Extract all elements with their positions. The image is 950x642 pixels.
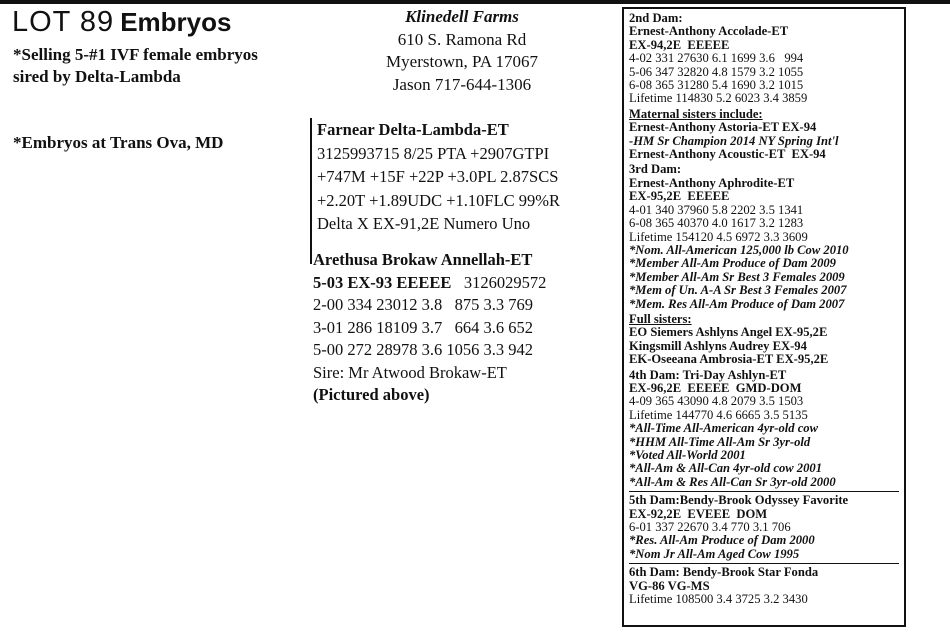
full-sister: Kingsmill Ashlyns Audrey EX-94 (629, 338, 807, 353)
fourth-dam-honor: *HHM All-Time All-Am Sr 3yr-old (629, 434, 811, 449)
selling-line: sired by Delta-Lambda (13, 67, 181, 86)
dam-record: 5-00 272 28978 3.6 1056 3.3 942 (313, 340, 533, 359)
fifth-dam-class: EX-92,2E EVEEE DOM (629, 506, 768, 521)
fourth-dam-honor: *All-Am & All-Can 4yr-old cow 2001 (629, 461, 822, 476)
third-dam-class: EX-95,2E EEEEE (629, 189, 730, 204)
sixth-dam-section (629, 566, 899, 606)
lot-number: LOT 89 (12, 6, 115, 38)
dam-record: 2-00 334 23012 3.8 875 3.3 769 (313, 295, 533, 314)
fourth-dam-record: Lifetime 144770 4.6 6665 3.5 5135 (629, 407, 808, 422)
maternal-sister: Ernest-Anthony Astoria-ET EX-94 (629, 120, 817, 135)
maternal-sisters-header: Maternal sisters include: (629, 106, 763, 121)
fourth-dam-honor: *All-Time All-American 4yr-old cow (629, 421, 819, 436)
second-dam-class: EX-94,2E EEEEE (629, 37, 730, 52)
dam-name: Arethusa Brokaw Annellah-ET (313, 250, 533, 269)
dam-registration: 3126029572 (463, 272, 547, 292)
third-dam-record: 4-01 340 37960 5.8 2202 3.5 1341 (629, 202, 804, 217)
fifth-dam-section (629, 494, 899, 561)
farm-contact: Jason 717-644-1306 (392, 74, 532, 94)
fourth-dam-record: 4-09 365 43090 4.8 2079 3.5 1503 (629, 394, 804, 409)
second-dam-record: Lifetime 114830 5.2 6023 3.4 3859 (629, 91, 808, 106)
dam-record: 3-01 286 18109 3.7 664 3.6 652 (313, 317, 533, 337)
fifth-dam-honor: *Nom Jr All-Am Aged Cow 1995 (629, 546, 800, 561)
sire-info-line: Delta X EX-91,2E Numero Uno (317, 214, 531, 233)
sixth-dam-header: 6th Dam: Bendy-Brook Star Fonda (629, 565, 819, 580)
fourth-dam-section (629, 369, 899, 490)
farm-city: Myerstown, PA 17067 (386, 52, 538, 71)
full-sister: EO Siemers Ashlyns Angel EX-95,2E (629, 325, 828, 340)
dam-classification: 5-03 EX-93 EEEEE (313, 272, 452, 292)
second-dam-record: 6-08 365 31280 5.4 1690 3.2 1015 (629, 78, 804, 93)
fourth-dam-header: 4th Dam: Tri-Day Ashlyn-ET (629, 367, 787, 382)
second-dam-name: Ernest-Anthony Accolade-ET (629, 24, 789, 39)
lot-heading (12, 6, 231, 38)
fifth-dam-honor: *Res. All-Am Produce of Dam 2000 (629, 533, 815, 548)
sixth-dam-record: Lifetime 108500 3.4 3725 3.2 3430 (629, 592, 808, 607)
maternal-sister: Ernest-Anthony Acoustic-ET EX-94 (629, 147, 826, 162)
second-dam-record: 5-06 347 32820 4.8 1579 3.2 1055 (629, 64, 804, 79)
embryo-location: *Embryos at Trans Ova, MD (13, 133, 224, 152)
third-dam-honor: *Mem of Un. A-A Sr Best 3 Females 2007 (629, 283, 847, 298)
sire-info-line: +747M +15F +22P +3.0PL 2.87SCS (317, 167, 559, 186)
farm-address: 610 S. Ramona Rd (397, 29, 527, 49)
sire-info-line: +2.20T +1.89UDC +1.10FLC 99%R (317, 190, 561, 210)
section-divider (629, 563, 899, 564)
fifth-dam-header: 5th Dam:Bendy-Brook Odyssey Favorite (629, 493, 849, 508)
fourth-dam-honor: *Voted All-World 2001 (629, 448, 746, 462)
selling-line: *Selling 5-#1 IVF female embryos (13, 45, 258, 64)
dam-class-line (313, 272, 546, 295)
dam-block (313, 249, 546, 407)
fifth-dam-record: 6-01 337 22670 3.4 770 3.1 706 (629, 520, 791, 535)
third-dam-honor: *Nom. All-American 125,000 lb Cow 2010 (629, 242, 849, 257)
maternal-sisters-section (629, 108, 899, 162)
third-dam-record: Lifetime 154120 4.5 6972 3.3 3609 (629, 229, 808, 244)
second-dam-record: 4-02 331 27630 6.1 1699 3.6 994 (629, 51, 804, 66)
third-dam-name: Ernest-Anthony Aphrodite-ET (629, 175, 795, 190)
farm-name: Klinedell Farms (405, 7, 519, 26)
sire-info-line: 3125993715 8/25 PTA +2907GTPI (317, 143, 550, 163)
section-divider (629, 491, 899, 492)
third-dam-honor: *Member All-Am Sr Best 3 Females 2009 (629, 269, 845, 284)
second-dam-section (629, 12, 899, 106)
third-dam-honor: *Member All-Am Produce of Dam 2009 (629, 256, 836, 271)
maternal-sister-note: -HM Sr Champion 2014 NY Spring Int'l (629, 133, 839, 148)
consignor-block (372, 6, 552, 96)
third-dam-record: 6-08 365 40370 4.0 1617 3.2 1283 (629, 216, 804, 231)
sire-block (310, 118, 560, 264)
sixth-dam-class: VG-86 VG-MS (629, 578, 710, 593)
sire-name: Farnear Delta-Lambda-ET (317, 120, 509, 139)
selling-description (13, 44, 258, 88)
dam-note: (Pictured above) (313, 385, 430, 404)
second-dam-header: 2nd Dam: (629, 11, 683, 25)
third-dam-section (629, 163, 899, 310)
fourth-dam-class: EX-96,2E EEEEE GMD-DOM (629, 380, 802, 395)
third-dam-honor: *Mem. Res All-Am Produce of Dam 2007 (629, 296, 845, 311)
full-sisters-section (629, 313, 899, 367)
full-sisters-header: Full sisters: (629, 311, 692, 326)
full-sister: EK-Oseeana Ambrosia-ET EX-95,2E (629, 352, 829, 367)
lot-title: Embryos (120, 7, 232, 37)
fourth-dam-honor: *All-Am & Res All-Can Sr 3yr-old 2000 (629, 474, 836, 489)
third-dam-header: 3rd Dam: (629, 162, 682, 177)
dam-sire: Sire: Mr Atwood Brokaw-ET (313, 362, 507, 382)
pedigree-box (622, 7, 906, 627)
top-rule (0, 0, 950, 4)
